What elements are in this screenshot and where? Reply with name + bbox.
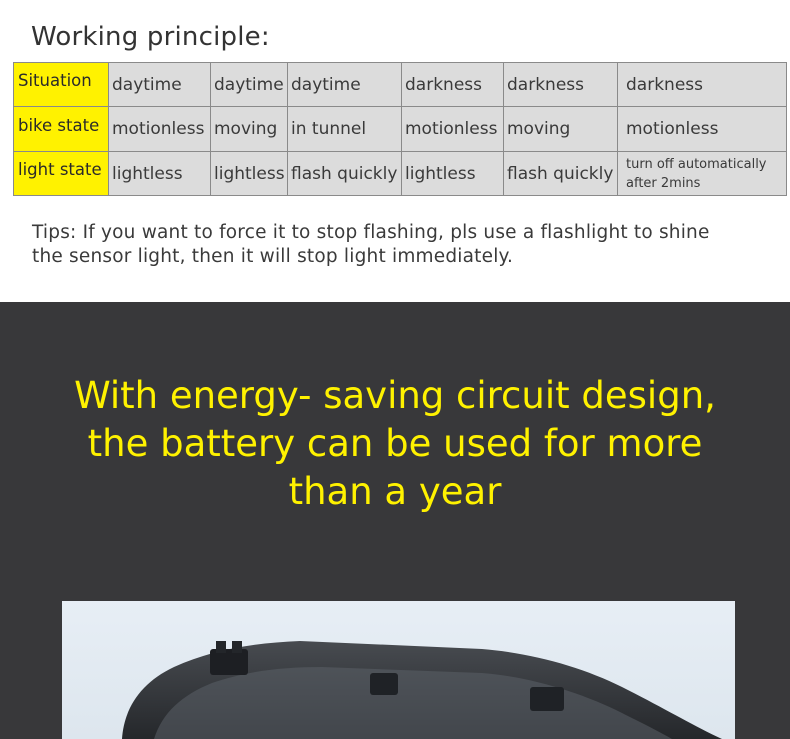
product-photo <box>62 601 735 739</box>
battery-headline <box>0 372 790 516</box>
table-cell: flash quickly <box>504 152 618 196</box>
table-cell: motionless <box>618 107 787 152</box>
table-cell: lightless <box>402 152 504 196</box>
battery-banner <box>0 302 790 739</box>
table-cell: daytime <box>109 63 211 107</box>
table-cell: flash quickly <box>288 152 402 196</box>
table-cell: darkness <box>402 63 504 107</box>
table-cell: in tunnel <box>288 107 402 152</box>
table-cell: motionless <box>109 107 211 152</box>
headline-line: With energy- saving circuit design, <box>74 374 716 417</box>
headline-line: the battery can be used for more <box>87 422 703 465</box>
row-header-situation: Situation <box>14 63 109 107</box>
row-header-light-state: light state <box>14 152 109 196</box>
table-cell: darkness <box>504 63 618 107</box>
working-principle-section <box>0 0 790 302</box>
table-cell: moving <box>211 107 288 152</box>
working-principle-table <box>13 62 787 196</box>
row-header-bike-state: bike state <box>14 107 109 152</box>
table-cell: darkness <box>618 63 787 107</box>
table-cell: lightless <box>109 152 211 196</box>
tips-text: Tips: If you want to force it to stop flashing, pls use a flashlight to shine the sensor light, then it will stop light immediately. <box>32 222 710 267</box>
table-cell: turn off automatically after 2mins <box>618 152 787 196</box>
table-row <box>14 63 787 107</box>
section-heading: Working principle: <box>31 22 270 52</box>
table-cell: motionless <box>402 107 504 152</box>
table-cell: daytime <box>288 63 402 107</box>
bike-light-mount-image <box>62 601 735 739</box>
headline-line: than a year <box>288 470 502 513</box>
table-cell: lightless <box>211 152 288 196</box>
table-row <box>14 152 787 196</box>
table-row <box>14 107 787 152</box>
table-cell: daytime <box>211 63 288 107</box>
table-cell: moving <box>504 107 618 152</box>
